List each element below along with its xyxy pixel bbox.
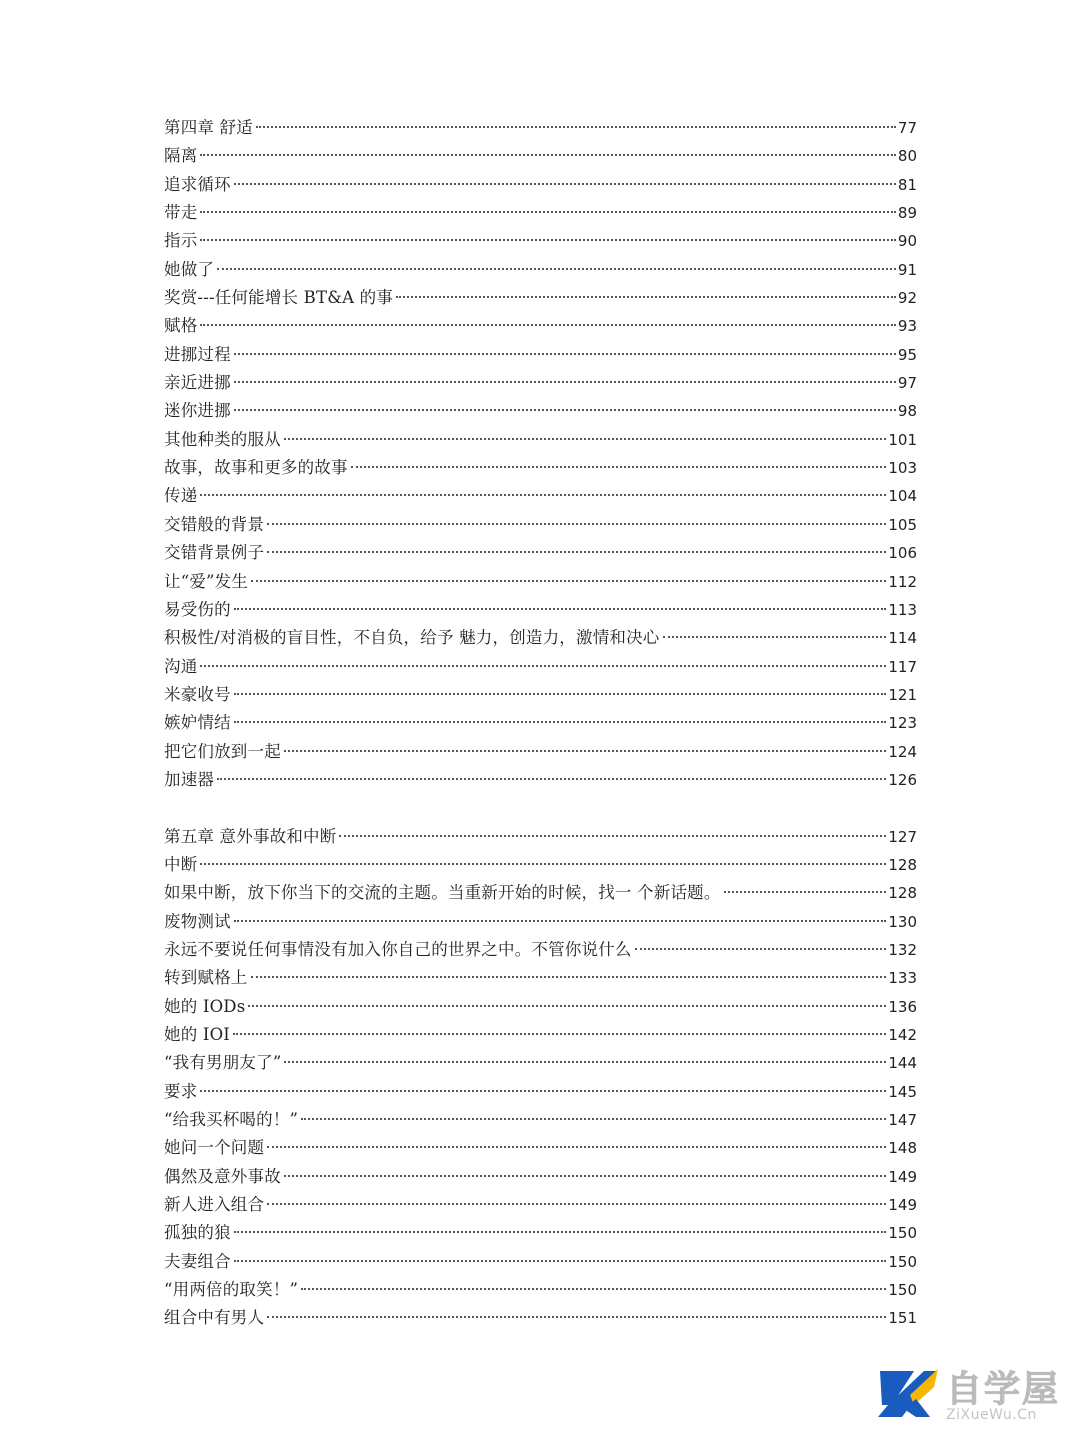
toc-entry — [164, 964, 917, 992]
toc-entry-page: 132 — [888, 940, 917, 959]
toc-entry — [164, 993, 917, 1021]
toc-entry — [164, 1219, 917, 1247]
dot-leader — [663, 636, 887, 638]
toc-entry-title: 孤独的狼 — [164, 1223, 231, 1243]
dot-leader — [396, 296, 896, 298]
toc-entry — [164, 709, 917, 737]
toc-entry — [164, 681, 917, 709]
toc-entry-page: 151 — [888, 1309, 917, 1328]
toc-entry-title: 偶然及意外事故 — [164, 1166, 281, 1186]
toc-entry-title: 奖赏---任何能增长 BT&A 的事 — [164, 288, 394, 308]
toc-entry — [164, 341, 917, 369]
toc-entry — [164, 482, 917, 510]
toc-entry — [164, 1078, 917, 1106]
toc-entry-title: “用两倍的取笑！” — [164, 1280, 299, 1300]
toc-entry-title: 米豪收号 — [164, 684, 231, 704]
dot-leader — [200, 494, 886, 496]
toc-entry-page: 105 — [888, 515, 917, 534]
dot-leader — [301, 1288, 886, 1290]
toc-entry-page: 98 — [897, 402, 917, 421]
toc-entry-page: 90 — [897, 232, 917, 251]
toc-entry-page: 93 — [897, 317, 917, 336]
chapter-gap — [164, 794, 917, 822]
toc-entry-title: 组合中有男人 — [164, 1308, 265, 1328]
toc-entry-title: 第五章 意外事故和中断 — [164, 826, 337, 846]
dot-leader — [251, 580, 886, 582]
dot-leader — [267, 551, 886, 553]
toc-entry-title: 带走 — [164, 203, 198, 223]
toc-entry — [164, 397, 917, 425]
toc-entry-title: 故事，故事和更多的故事 — [164, 458, 348, 478]
toc-entry-page: 113 — [888, 600, 917, 619]
toc-entry-page: 106 — [888, 544, 917, 563]
toc-entry — [164, 936, 917, 964]
toc-entry-page: 145 — [888, 1082, 917, 1101]
toc-entry — [164, 1248, 917, 1276]
toc-entry — [164, 879, 917, 907]
toc-entry-title: 让“爱”发生 — [164, 571, 249, 591]
toc-entry-page: 77 — [897, 119, 917, 137]
dot-leader — [234, 608, 887, 610]
toc-entry-page: 147 — [888, 1111, 917, 1130]
dot-leader — [284, 438, 886, 440]
toc-entry-title: 加速器 — [164, 769, 215, 789]
toc-entry-title: 夫妻组合 — [164, 1251, 231, 1271]
toc-entry — [164, 1106, 917, 1134]
toc-entry-page: 126 — [888, 770, 917, 789]
dot-leader — [267, 1146, 886, 1148]
toc-entry — [164, 568, 917, 596]
dot-leader — [351, 466, 887, 468]
toc-entry-page: 81 — [897, 175, 917, 194]
toc-entry-title: 易受伤的 — [164, 599, 231, 619]
toc-entry-title: 把它们放到一起 — [164, 741, 281, 761]
toc-entry-page: 150 — [888, 1224, 917, 1243]
toc-entry-title: 要求 — [164, 1081, 198, 1101]
toc-entry-title: 她问一个问题 — [164, 1138, 265, 1158]
toc-entry-page: 128 — [888, 884, 917, 903]
toc-entry-page: 103 — [888, 459, 917, 478]
toc-entry-title: 中断 — [164, 854, 198, 874]
toc-entry-title: 废物测试 — [164, 911, 231, 931]
toc-entry — [164, 227, 917, 255]
dot-leader — [217, 268, 896, 270]
dot-leader — [234, 353, 896, 355]
toc-entry — [164, 766, 917, 794]
toc-entry-page: 124 — [888, 742, 917, 761]
dot-leader — [234, 409, 896, 411]
dot-leader — [256, 126, 896, 128]
toc-entry-title: 新人进入组合 — [164, 1195, 265, 1215]
dot-leader — [724, 891, 887, 893]
toc-entry — [164, 199, 917, 227]
dot-leader — [200, 154, 896, 156]
dot-leader — [234, 1260, 887, 1262]
toc-entry-title: 赋格 — [164, 316, 198, 336]
toc-entry-title: 迷你进挪 — [164, 401, 231, 421]
watermark-name: 自学屋 — [946, 1369, 1061, 1410]
dot-leader — [635, 948, 887, 950]
toc-entry-title: 隔离 — [164, 146, 198, 166]
toc-entry-page: 150 — [888, 1281, 917, 1300]
dot-leader — [284, 750, 886, 752]
toc-entry — [164, 284, 917, 312]
dot-leader — [234, 1231, 887, 1233]
toc-entry-page: 149 — [888, 1167, 917, 1186]
toc-entry-page: 133 — [888, 969, 917, 988]
toc-entry-page: 91 — [897, 260, 917, 279]
watermark-url: ZiXueWu.Cn — [946, 1407, 1037, 1423]
toc-entry-page: 127 — [888, 827, 917, 846]
dot-leader — [267, 1203, 886, 1205]
dot-leader — [233, 1033, 886, 1035]
toc-entry-title: “我有男朋友了” — [164, 1053, 282, 1073]
dot-leader — [200, 324, 896, 326]
toc-entry-title: 她做了 — [164, 259, 215, 279]
toc-entry — [164, 908, 917, 936]
toc-entry — [164, 738, 917, 766]
toc-entry-title: 亲近进挪 — [164, 373, 231, 393]
toc-entry — [164, 1163, 917, 1191]
toc-entry-title: 沟通 — [164, 656, 198, 676]
dot-leader — [217, 778, 886, 780]
toc-entry-page: 128 — [888, 855, 917, 874]
dot-leader — [234, 183, 896, 185]
dot-leader — [251, 976, 887, 978]
toc-entry-title: 她的 IOI — [164, 1025, 231, 1044]
toc-entry-page: 121 — [888, 685, 917, 704]
toc-entry — [164, 369, 917, 397]
toc-entry-page: 144 — [888, 1054, 917, 1073]
toc-entry-page: 114 — [888, 629, 917, 648]
toc-entry — [164, 312, 917, 340]
dot-leader — [248, 1005, 886, 1007]
dot-leader — [267, 523, 886, 525]
toc-entry — [164, 142, 917, 170]
toc-entry-page: 97 — [897, 374, 917, 393]
toc-entry — [164, 114, 917, 142]
chapter-4-section — [164, 114, 917, 794]
toc-entry — [164, 1304, 917, 1332]
toc-entry-title: 传递 — [164, 486, 198, 506]
toc-entry-page: 104 — [888, 487, 917, 506]
dot-leader — [234, 381, 896, 383]
toc-entry — [164, 539, 917, 567]
toc-entry-page: 89 — [897, 204, 917, 223]
dot-leader — [200, 211, 896, 213]
toc-entry-title: 其他种类的服从 — [164, 429, 281, 449]
toc-entry-page: 117 — [888, 657, 917, 676]
table-of-contents — [164, 114, 917, 1333]
toc-entry — [164, 624, 917, 652]
dot-leader — [200, 1090, 886, 1092]
dot-leader — [200, 863, 886, 865]
toc-entry — [164, 256, 917, 284]
toc-entry-title: 永远不要说任何事情没有加入你自己的世界之中。不管你说什么 — [164, 939, 632, 959]
dot-leader — [267, 1316, 886, 1318]
toc-entry-title: 转到赋格上 — [164, 968, 248, 988]
toc-entry-page: 148 — [888, 1139, 917, 1158]
toc-entry-title: 追求循环 — [164, 174, 231, 194]
toc-entry — [164, 1276, 917, 1304]
toc-entry-page: 130 — [888, 912, 917, 931]
toc-entry-page: 101 — [888, 430, 917, 449]
toc-entry — [164, 1191, 917, 1219]
chapter-5-section — [164, 823, 917, 1333]
toc-entry-page: 80 — [897, 147, 917, 166]
dot-leader — [339, 835, 886, 837]
toc-entry — [164, 426, 917, 454]
toc-entry — [164, 851, 917, 879]
toc-entry-page: 92 — [897, 289, 917, 308]
toc-entry-page: 149 — [888, 1196, 917, 1215]
toc-entry-page: 150 — [888, 1252, 917, 1271]
toc-entry — [164, 653, 917, 681]
toc-entry-page: 95 — [897, 345, 917, 364]
dot-leader — [200, 665, 886, 667]
toc-entry — [164, 511, 917, 539]
zixuewu-logo-icon — [874, 1365, 940, 1421]
toc-entry-title: 如果中断，放下你当下的交流的主题。当重新开始的时候，找一 个新话题。 — [164, 883, 721, 903]
toc-entry — [164, 823, 917, 851]
toc-entry — [164, 454, 917, 482]
dot-leader — [200, 239, 896, 241]
dot-leader — [234, 721, 887, 723]
toc-entry — [164, 171, 917, 199]
dot-leader — [234, 920, 887, 922]
dot-leader — [234, 693, 887, 695]
toc-entry-title: 进挪过程 — [164, 344, 231, 364]
toc-entry — [164, 596, 917, 624]
toc-entry-title: 交错般的背景 — [164, 514, 265, 534]
toc-entry-page: 123 — [888, 714, 917, 733]
toc-entry-page: 136 — [888, 997, 917, 1016]
toc-entry-page: 142 — [888, 1026, 917, 1044]
toc-entry-page: 112 — [888, 572, 917, 591]
toc-entry — [164, 1134, 917, 1162]
toc-entry-title: 指示 — [164, 231, 198, 251]
toc-entry-title: “给我买杯喝的！” — [164, 1110, 299, 1130]
dot-leader — [284, 1175, 886, 1177]
dot-leader — [301, 1118, 886, 1120]
watermark — [874, 1361, 1074, 1431]
toc-entry-title: 第四章 舒适 — [164, 118, 253, 137]
toc-entry-title: 嫉妒情结 — [164, 713, 231, 733]
toc-entry — [164, 1021, 917, 1049]
toc-entry — [164, 1049, 917, 1077]
toc-entry-title: 交错背景例子 — [164, 543, 265, 563]
toc-entry-title: 她的 IODs — [164, 996, 246, 1016]
dot-leader — [284, 1061, 886, 1063]
toc-entry-title: 积极性/对消极的盲目性，不自负，给予 魅力，创造力，激情和决心 — [164, 628, 660, 648]
